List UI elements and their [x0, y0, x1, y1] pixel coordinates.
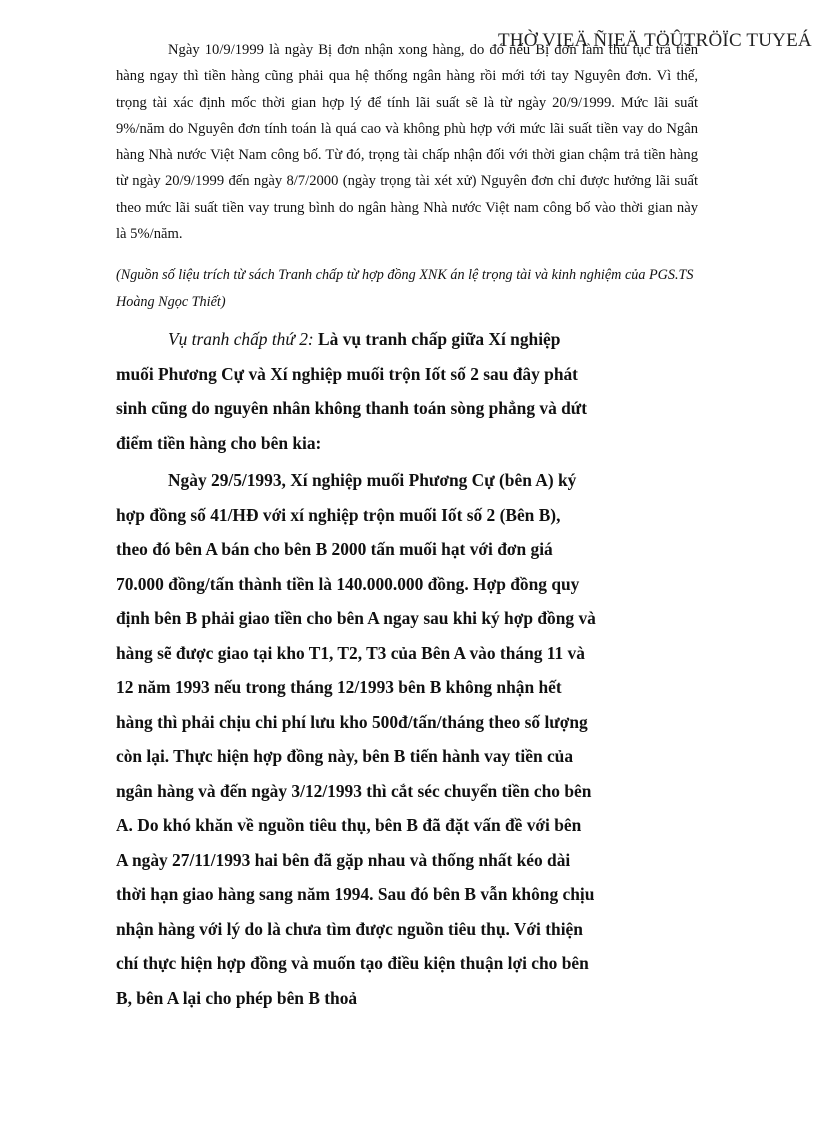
- section-lead: Vụ tranh chấp thứ 2:: [168, 329, 314, 349]
- paragraph-contract-details: [116, 463, 596, 1015]
- source-citation: (Nguồn số liệu trích từ sách Tranh chấp từ hợp đồng XNK án lệ trọng tài và kinh nghiệm của PGS.TS Hoàng Ngọc Thiết): [116, 267, 694, 310]
- paragraph-text: Ngày 29/5/1993, Xí nghiệp muối Phương Cự (bên A) ký hợp đồng số 41/HĐ với xí nghiệp trộn muối Iốt số 2 (Bên B), theo đó bên A bán cho bên B 2000 tấn muối hạt với đơn giá 70.000 đồng/tấn thành tiền là 140.000.000 đồng. Hợp đồng quy định bên B phải giao tiền cho bên A ngay sau khi ký hợp đồng và hàng sẽ được giao tại kho T1, T2, T3 của Bên A vào tháng 11 và 12 năm 1993 nếu trong tháng 12/1993 bên B không nhận hết hàng thì phải chịu chi phí lưu kho 500đ/tấn/tháng theo số lượng còn lại. Thực hiện hợp đồng này, bên B tiến hành vay tiền của ngân hàng và đến ngày 3/12/1993 thì cắt séc chuyển tiền cho bên A. Do khó khăn về nguồn tiêu thụ, bên B đã đặt vấn đề với bên A ngày 27/11/1993 hai bên đã gặp nhau và thống nhất kéo dài thời hạn giao hàng sang năm 1994. Sau đó bên B vẫn không chịu nhận hàng với lý do là chưa tìm được nguồn tiêu thụ. Với thiện chí thực hiện hợp đồng và muốn tạo điều kiện thuận lợi cho bên B, bên A lại cho phép bên B thoả: [116, 470, 596, 1008]
- paragraph-text: Ngày 10/9/1999 là ngày Bị đơn nhận xong hàng, do đó nếu Bị đơn làm thủ tục trả tiền hàng ngay thì tiền hàng cũng phải qua hệ thống ngân hàng rồi mới tới tay Nguyên đơn. Vì thế, trọng tài xác định mốc thời gian hợp lý để tính lãi suất sẽ là từ ngày 20/9/1999. Mức lãi suất 9%/năm do Nguyên đơn tính toán là quá cao và không phù hợp với mức lãi suất tiền vay do Ngân hàng Nhà nước Việt Nam công bố. Từ đó, trọng tài chấp nhận đối với thời gian chậm trả tiền hàng từ ngày 20/9/1999 đến ngày 8/7/2000 (ngày trọng tài xét xử) Nguyên đơn chỉ được hưởng lãi suất theo mức lãi suất tiền vay trung bình do ngân hàng Nhà nước Việt nam công bố vào thời gian này là 5%/năm.: [116, 42, 698, 243]
- section-heading-dispute-2: [116, 322, 596, 460]
- section-text: Là vụ tranh chấp giữa Xí nghiệp muối Phương Cự và Xí nghiệp muối trộn Iốt số 2 sau đây phát sinh cũng do nguyên nhân không thanh toán sòng phẳng và dứt điểm tiền hàng cho bên kia:: [116, 329, 588, 453]
- watermark-header: THỜ VIEÄ ÑIEÄ TÖÛTRÖÏC TUYEÁ: [498, 30, 812, 51]
- paragraph-interest-ruling: [116, 37, 698, 247]
